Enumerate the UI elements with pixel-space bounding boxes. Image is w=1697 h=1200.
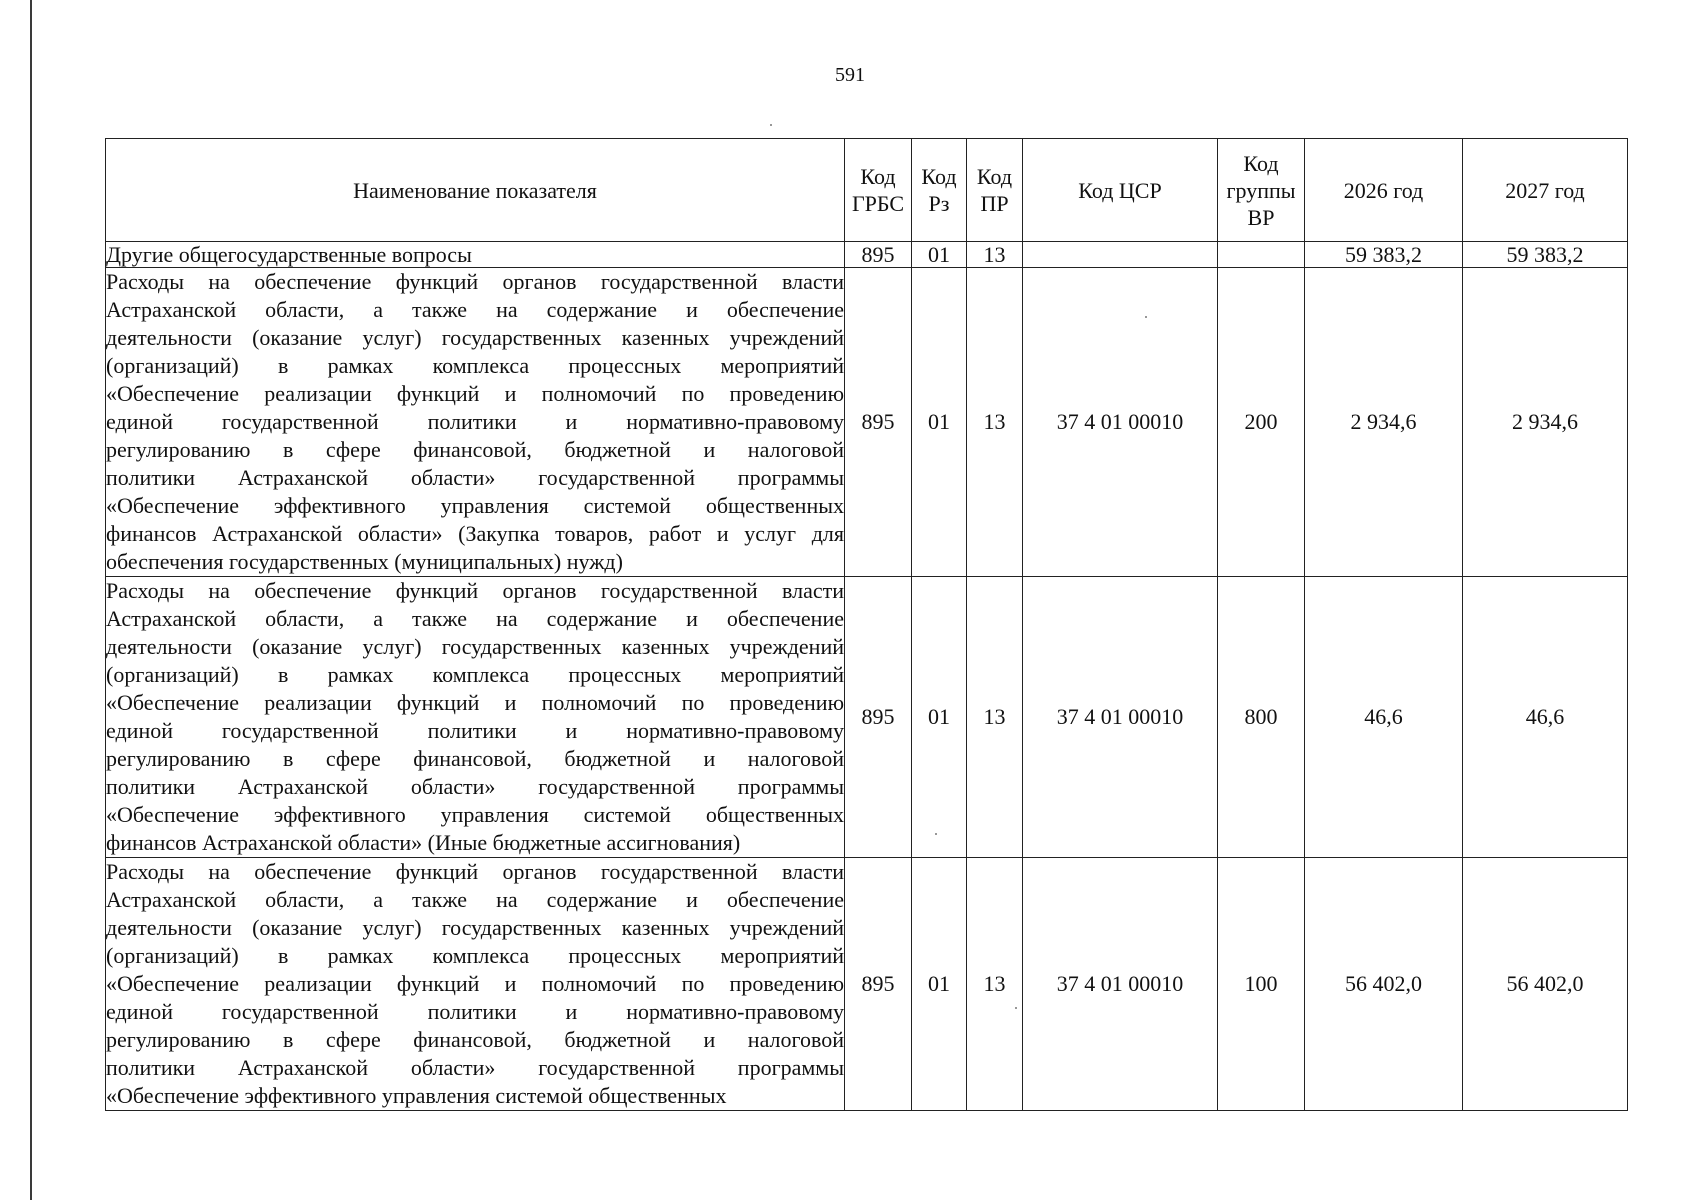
row-y2026-cell: 2 934,6 <box>1305 268 1463 577</box>
row-name-line: финансов Астраханской области» (Иные бюджетные ассигнования) <box>106 830 741 855</box>
row-name-line: Расходы на обеспечение функций органов государственной власти <box>106 269 844 294</box>
row-name-line: деятельности (оказание услуг) государственных казенных учреждений <box>106 325 844 350</box>
row-name-line: «Обеспечение реализации функций и полномочий по проведению <box>106 690 844 715</box>
row-name-cell <box>106 242 845 268</box>
row-grbs-cell: 895 <box>845 242 912 268</box>
row-name-line: Астраханской области, а также на содержание и обеспечение <box>106 606 844 631</box>
row-csr-cell: 37 4 01 00010 <box>1023 577 1218 858</box>
row-name-line: Астраханской области, а также на содержание и обеспечение <box>106 887 844 912</box>
page-number: 591 <box>835 64 865 86</box>
row-pr-cell: 13 <box>967 858 1023 1111</box>
row-name-line: регулированию в сфере финансовой, бюджетной и налоговой <box>106 437 844 462</box>
row-name-line: политики Астраханской области» государственной программы <box>106 465 844 490</box>
table-header-row <box>106 139 1628 242</box>
row-name-line: (организаций) в рамках комплекса процессных мероприятий <box>106 943 844 968</box>
binding-margin-line <box>30 0 32 1200</box>
header-2026: 2026 год <box>1305 139 1463 242</box>
row-y2026-cell: 46,6 <box>1305 577 1463 858</box>
row-name-cell <box>106 268 845 577</box>
header-grbs: Код ГРБС <box>845 139 912 242</box>
row-grbs-cell: 895 <box>845 268 912 577</box>
budget-table <box>105 138 1628 1111</box>
row-csr-cell <box>1023 242 1218 268</box>
row-name-line: деятельности (оказание услуг) государственных казенных учреждений <box>106 634 844 659</box>
row-name-line: «Обеспечение реализации функций и полномочий по проведению <box>106 381 844 406</box>
row-y2026-cell: 56 402,0 <box>1305 858 1463 1111</box>
row-name-line: политики Астраханской области» государственной программы <box>106 1055 844 1080</box>
row-csr-cell: 37 4 01 00010 <box>1023 858 1218 1111</box>
header-csr: Код ЦСР <box>1023 139 1218 242</box>
row-name-line: обеспечения государственных (муниципальных) нужд) <box>106 549 623 574</box>
row-name-line: (организаций) в рамках комплекса процессных мероприятий <box>106 662 844 687</box>
row-y2027-cell: 56 402,0 <box>1463 858 1628 1111</box>
row-vr-cell: 100 <box>1218 858 1305 1111</box>
row-pr-cell: 13 <box>967 268 1023 577</box>
row-y2026-cell: 59 383,2 <box>1305 242 1463 268</box>
row-name-cell <box>106 858 845 1111</box>
header-rz: Код Рз <box>912 139 967 242</box>
header-name: Наименование показателя <box>106 139 845 242</box>
row-vr-cell <box>1218 242 1305 268</box>
row-name-line: регулированию в сфере финансовой, бюджетной и налоговой <box>106 1027 844 1052</box>
row-name-line: деятельности (оказание услуг) государственных казенных учреждений <box>106 915 844 940</box>
row-rz-cell: 01 <box>912 242 967 268</box>
row-name-line: единой государственной политики и нормативно-правовому <box>106 409 844 434</box>
row-name-line: Астраханской области, а также на содержание и обеспечение <box>106 297 844 322</box>
row-rz-cell: 01 <box>912 858 967 1111</box>
row-y2027-cell: 46,6 <box>1463 577 1628 858</box>
row-y2027-cell: 59 383,2 <box>1463 242 1628 268</box>
row-rz-cell: 01 <box>912 577 967 858</box>
header-2027: 2027 год <box>1463 139 1628 242</box>
row-name-line: единой государственной политики и нормативно-правовому <box>106 999 844 1024</box>
row-name-line: политики Астраханской области» государственной программы <box>106 774 844 799</box>
row-name-line: Расходы на обеспечение функций органов государственной власти <box>106 578 844 603</box>
scan-speck <box>770 124 772 126</box>
table-row <box>106 577 1628 858</box>
row-name-line: «Обеспечение эффективного управления системой общественных <box>106 802 844 827</box>
row-name-line: «Обеспечение эффективного управления системой общественных <box>106 493 844 518</box>
row-name-line: (организаций) в рамках комплекса процессных мероприятий <box>106 353 844 378</box>
row-grbs-cell: 895 <box>845 858 912 1111</box>
row-name-line: единой государственной политики и нормативно-правовому <box>106 718 844 743</box>
row-csr-cell: 37 4 01 00010 <box>1023 268 1218 577</box>
header-pr: Код ПР <box>967 139 1023 242</box>
row-name-cell <box>106 577 845 858</box>
row-rz-cell: 01 <box>912 268 967 577</box>
row-y2027-cell: 2 934,6 <box>1463 268 1628 577</box>
row-grbs-cell: 895 <box>845 577 912 858</box>
table-row <box>106 268 1628 577</box>
row-pr-cell: 13 <box>967 577 1023 858</box>
header-vr: Код группы ВР <box>1218 139 1305 242</box>
row-name-line: Расходы на обеспечение функций органов государственной власти <box>106 859 844 884</box>
row-pr-cell: 13 <box>967 242 1023 268</box>
row-name-line: регулированию в сфере финансовой, бюджетной и налоговой <box>106 746 844 771</box>
table-row <box>106 858 1628 1111</box>
row-name-line: Другие общегосударственные вопросы <box>106 242 472 267</box>
row-vr-cell: 800 <box>1218 577 1305 858</box>
row-name-line: финансов Астраханской области» (Закупка товаров, работ и услуг для <box>106 521 844 546</box>
table-row <box>106 242 1628 268</box>
row-name-line: «Обеспечение эффективного управления системой общественных <box>106 1083 727 1108</box>
table-body <box>106 242 1628 1111</box>
row-vr-cell: 200 <box>1218 268 1305 577</box>
row-name-line: «Обеспечение реализации функций и полномочий по проведению <box>106 971 844 996</box>
